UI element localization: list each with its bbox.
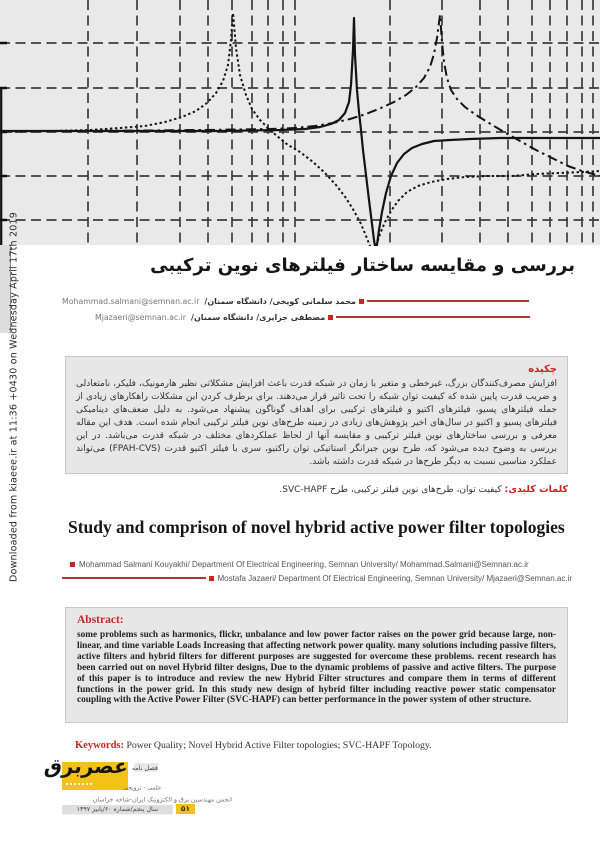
author-row-fa-2 <box>95 312 530 322</box>
author-text-en-1: Mohammad Salmani Kouyakhi/ Department Of Electrical Engineering, Semnan University/ Mohammad.Salmani@Semnan.ac.ir <box>79 559 529 569</box>
author-row-en-1 <box>70 559 572 569</box>
author-marker-icon <box>209 576 214 581</box>
keywords-text-en: Power Quality; Novel Hybrid Active Filter topologies; SVC-HAPF Topology. <box>124 740 432 751</box>
association-label: انجمن مهندسین برق و الکترونیک ایران-شاخه خراسان <box>92 796 232 804</box>
download-watermark: Downloaded from kiaeee.ir at 11:36 +0430 on Wednesday April 17th 2019 <box>8 212 20 582</box>
author-name-fa-1: محمد سلمانی کویخی/ دانشگاه سمنان/ <box>204 296 356 306</box>
abstract-box-fa <box>65 356 568 474</box>
persian-title: بررسی و مقایسه ساختار فیلترهای نوین ترکیبی <box>150 255 575 276</box>
author-rule <box>336 316 530 318</box>
keywords-text-fa: کیفیت توان، طرح‌های نوین فیلتر ترکیبی، طرح SVC-HAPF. <box>279 485 505 495</box>
author-row-en-2 <box>62 573 572 583</box>
abstract-text-en: some problems such as harmonics, flickr, unbalance and low power factor raises on the power grid because large, non-linear, and time variable Loads Increasing that affecting network power quality. many solutions including passive filters, active filters and hybrid filters for different purposes are suggested for overcome these problems. recent research has been carried out on novel Hybrid filter designs, Due to the dynamic problems of passive and active filters. The purpose of this paper is to introduce and review the new Hybrid Filter structures and compare them in terms of different functions in the power grid. In this study new design of hybrid filter including reactive power static compensator coupling with the Active Power Filter (SVC-HAPF) can better performance in the power system of other structure. <box>77 630 556 706</box>
author-marker-icon <box>359 299 364 304</box>
author-marker-icon <box>328 315 333 320</box>
abstract-text-fa: افزایش مصرف‌کنندگان بزرگ، غیرخطی و متغیر با زمان در شبکه قدرت باعث افزایش مشکلاتی نظیر هارمونیک، فلیکر، نامتعادلی و ضریب قدرت پایین شده که کیفیت توان شبکه را تحت تاثیر قرار می‌دهند. برای برطرف کردن این مشکلات راهکارهای زیادی از جمله فیلترهای پسیو، فیلترهای اکتیو و فیلترهای ترکیبی برای اهداف گوناگون پیشنهاد می‌شود. به دلیل ضعف‌های دینامیکی فیلترهای پسیو و اکتیو در سال‌های اخیر پژوهش‌های زیادی در زمینه طرح‌های نوین فیلتر ترکیبی انجام شده است. هدف این مقاله معرفی و بررسی ساختارهای نوین فیلتر ترکیبی و مقایسه آنها از لحاظ عملکردهای مختلف در شبکه قدرت می‌باشد. در این بررسی به وضوح دیده می‌شود که، طرح نوین جبرانگر استاتیکی توان راکتیو، سری با فیلتر اکتیو قدرت (FPAH-CVS) می‌تواند عملکرد مناسبی نسبت به دیگر طرح‌ها در شبکه قدرت داشته باشد. <box>76 379 558 467</box>
journal-footer-block <box>43 754 232 828</box>
journal-logo-calligraphy: عصربرق <box>43 754 130 778</box>
author-rule <box>367 300 529 302</box>
author-email-fa-2: Mjazaeri@semnan.ac.ir <box>95 312 187 322</box>
hybrid-filter-bode-chart <box>0 0 600 246</box>
english-title: Study and comprison of novel hybrid active power filter topologies <box>68 517 565 537</box>
journal-type-chip: فصل نامه <box>131 764 158 772</box>
author-rule <box>62 577 206 579</box>
issue-info-chip: سال پنجم/شماره ۶۰/پاییز ۱۳۹۷ <box>62 805 173 814</box>
journal-logo <box>43 754 130 790</box>
abstract-heading-fa: چکیده <box>528 364 557 375</box>
author-name-fa-2: مصطفی جزایری/ دانشگاه سمنان/ <box>191 312 326 322</box>
bode-plot-figure <box>0 0 600 246</box>
author-text-en-2: Mostafa Jazaeri/ Department Of Electrical Engineering, Semnan University/ Mjazaeri@Semnan.ac.ir <box>217 573 572 583</box>
author-row-fa-1 <box>62 296 529 306</box>
page-number-chip: ۵۱ <box>176 804 195 814</box>
journal-rank-label: علمی - ترویجی <box>123 784 162 791</box>
abstract-heading-en: Abstract: <box>77 614 124 626</box>
keywords-label-fa: کلمات کلیدی: <box>504 484 568 495</box>
keywords-label-en: Keywords: <box>75 740 124 751</box>
author-email-fa-1: Mohammad.salmani@semnan.ac.ir <box>62 296 200 306</box>
keywords-row-fa <box>48 484 568 495</box>
abstract-box-en <box>65 607 568 723</box>
author-marker-icon <box>70 562 75 567</box>
logo-subtext-decoration <box>66 783 92 785</box>
keywords-row-en <box>75 740 575 751</box>
